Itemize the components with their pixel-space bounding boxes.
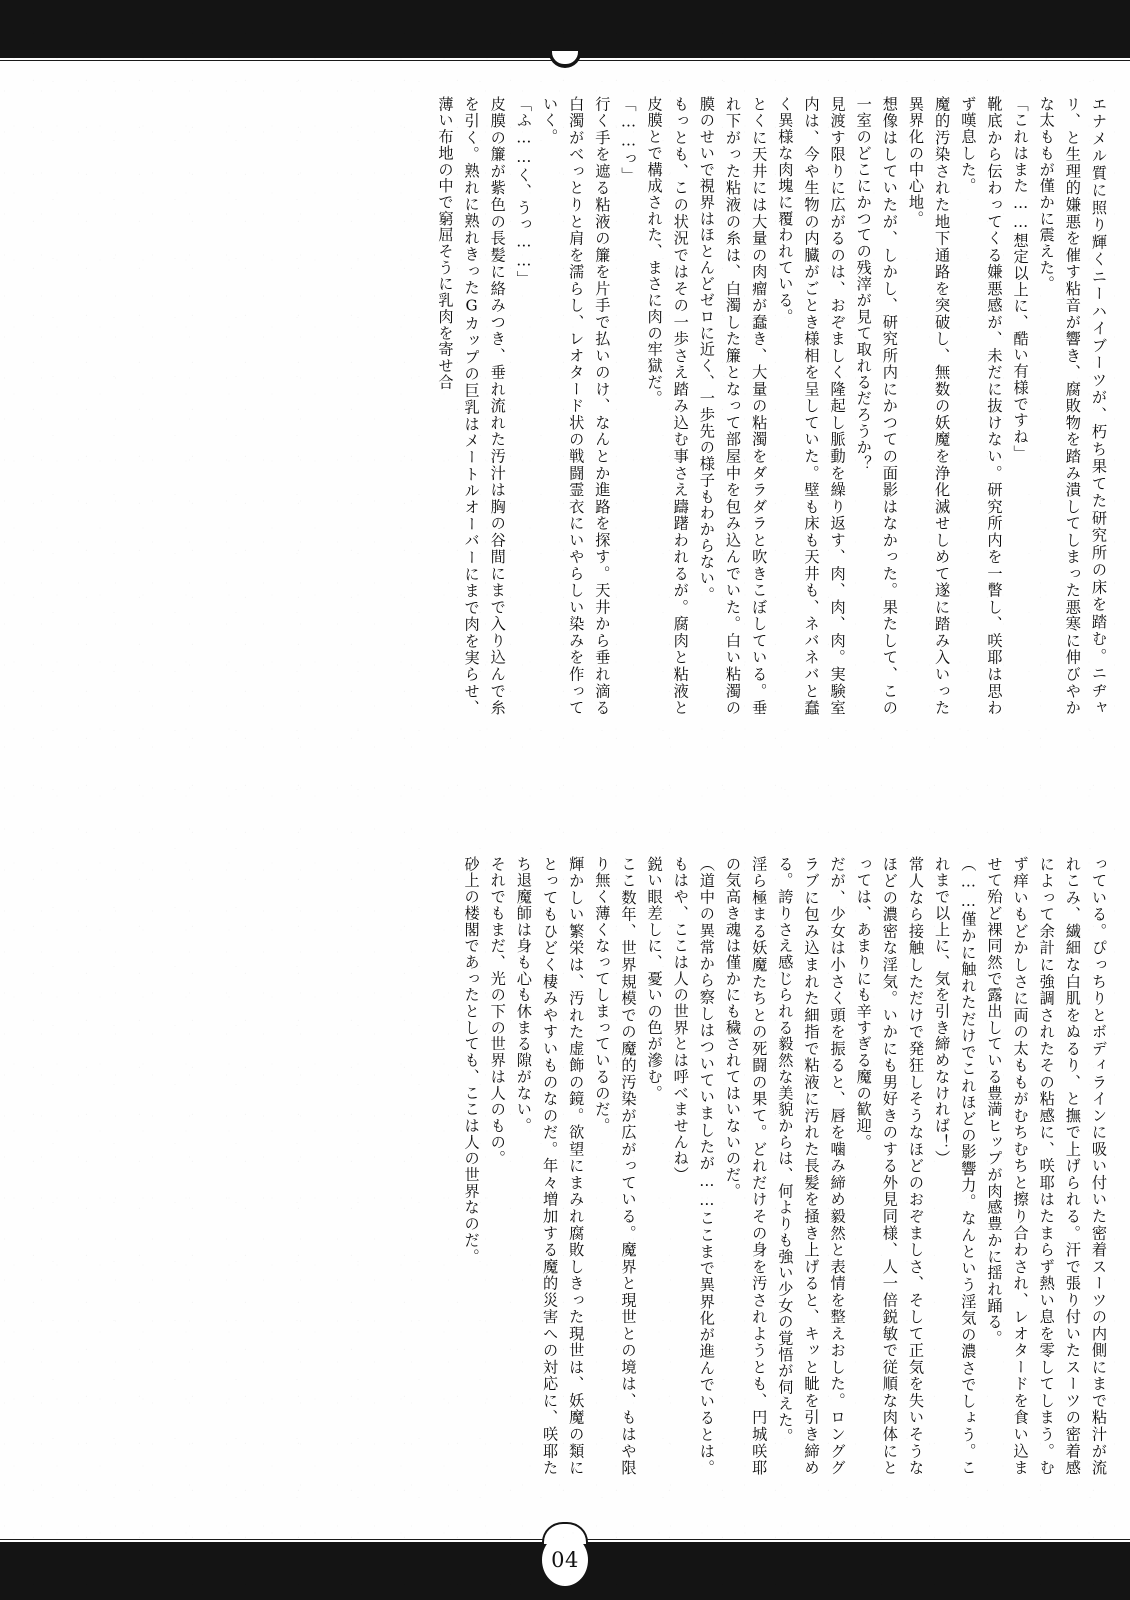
paragraph: 淫ら極まる妖魔たちとの死闘の果て。どれだけその身を汚されようとも、円城咲耶の気高き魂は僅かにも穢されてはいないのだ。: [724, 856, 769, 1476]
body-text-block-bottom: [106, 856, 1112, 1476]
paragraph: 想像はしていたが、しかし、研究所内にかつての面影はなかった。果たして、この一室のどこにかつての残滓が見て取れるだろうか？: [854, 96, 899, 716]
paragraph: だが、少女は小さく頭を振ると、唇を噛み締め毅然と表情を整えおした。ロンググラブに包み込まれた細指で粘液に汚れた長髪を掻き上げると、キッと眦を引き締める。誇りさえ感じられる毅然な美貌からは、何よりも強い少女の覚悟が伺えた。: [776, 856, 847, 1476]
paragraph: 砂上の楼閣であったとしても、ここは人の世界なのだ。: [462, 856, 481, 1265]
paragraph: 「ふ……く、うっ……」: [514, 96, 533, 288]
paragraph: 常人なら接触しただけで発狂しそうなほどのおぞましさ、そして正気を失いそうなほどの濃密な淫気。いかにも男好きのする外見同様、人一倍鋭敏で従順な肉体にとっては、あまりにも辛すぎる魔の歓迎。: [854, 856, 926, 1476]
paragraph: 靴底から伝わってくる嫌悪感が、未だに抜けない。研究所内を一瞥し、咲耶は思わず嘆息した。: [959, 96, 1004, 716]
paragraph: とくに天井には大量の肉瘤が蠢き、大量の粘濁をダラダラと吹きこぼしている。垂れ下がった粘液の糸は、白濁した簾となって部屋中を包み込んでいた。白い粘濁の膜のせいで視界はほとんどゼロに近く、一歩先の様子もわからない。: [697, 96, 769, 716]
paragraph: っている。ぴっちりとボディラインに吸い付いた密着スーツの内側にまで粘汁が流れこみ、繊細な白肌をぬるり、と撫で上げられる。汗で張り付いたスーツの密着感によって余計に強調されたその粘感に、咲耶はたまらず熱い息を零してしまう。むず痒いもどかしさに両の太ももがむちむちと擦り合わされ、レオタードを食い込ませて殆ど裸同然で露出している豊満ヒップが肉感豊かに揺れ踊る。: [985, 856, 1108, 1476]
paragraph: （道中の異常から察しはついていましたが……ここまで異界化が進んでいるとは。もはや、ここは人の世界とは呼べませんね）: [671, 856, 716, 1476]
body-text-block-top: [106, 96, 1112, 716]
paragraph: 魔的汚染された地下通路を突破し、無数の妖魔を浄化滅せしめて遂に踏み入いった異界化の中心地。: [907, 96, 952, 716]
paragraph: ここ数年、世界規模での魔的汚染が広がっている。魔界と現世との境は、もはや限り無く薄くなってしまっているのだ。: [593, 856, 638, 1476]
paragraph: （……僅かに触れただけでこれほどの影響力。なんという淫気の濃さでしょう。これまで以上に、気を引き締めなければ！）: [933, 856, 978, 1476]
paragraph: 「これはまた……想定以上に、酷い有様ですね」: [1011, 96, 1030, 462]
paragraph: 行く手を遮る粘液の簾を片手で払いのけ、なんとか進路を探す。天井から垂れ滴る白濁がべっとりと肩を濡らし、レオタード状の戦闘霊衣にいやらしい染みを作っていく。: [541, 96, 612, 716]
paragraph: 見渡す限りに広がるのは、おぞましく隆起し脈動を繰り返す、肉、肉、肉。実験室内は、今や生物の内臓がごとき様相を呈していた。壁も床も天井も、ネバネバと蠢く異様な肉塊に覆われている。: [776, 96, 847, 716]
paragraph: エナメル質に照り輝くニーハイブーツが、朽ち果てた研究所の床を踏む。ニヂャリ、と生理的嫌悪を催す粘音が響き、腐敗物を踏み潰してしまった悪寒に伸びやかな太ももが僅かに震えた。: [1037, 96, 1108, 716]
paragraph: 皮膜の簾が紫色の長髪に絡みつき、垂れ流れた汚汁は胸の谷間にまで入り込んで糸を引く。熟れに熟れきったGカップの巨乳はメートルオーバーにまで肉を実らせ、薄い布地の中で窮屈そうに乳肉を寄せ合: [436, 96, 507, 716]
paragraph: それでもまだ、光の下の世界は人のもの。: [488, 856, 507, 1167]
paragraph: もっとも、この状況ではその一歩さえ踏み込む事さえ躊躇われるが。腐肉と粘液と皮膜とで構成された、まさに肉の牢獄だ。: [645, 96, 690, 716]
paragraph: 「……っ」: [619, 96, 638, 184]
paragraph: 鋭い眼差しに、憂いの色が滲む。: [645, 856, 664, 1102]
page-number: 04: [542, 1534, 588, 1586]
paragraph: 輝かしい繁栄は、汚れた虚飾の鏡。欲望にまみれ腐敗しきった現世は、妖魔の類にとってもひどく棲みやすいものなのだ。年々増加する魔的災害への対応に、咲耶たち退魔師は身も心も休まる隙がない。: [514, 856, 586, 1476]
